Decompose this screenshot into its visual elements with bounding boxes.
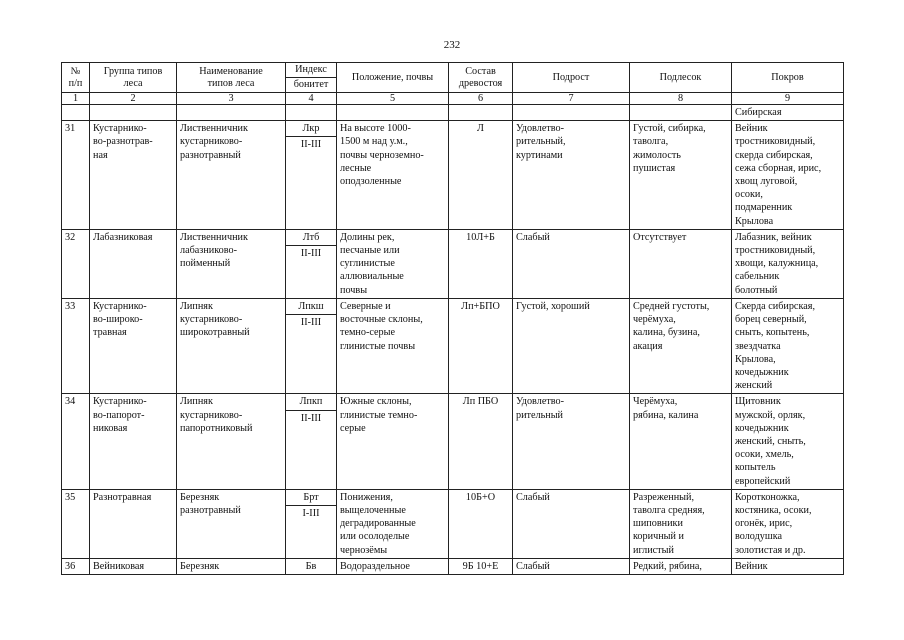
table-row [62, 121, 844, 137]
row-group: Лабазниковая [90, 229, 177, 298]
row-cover: Щитовник мужской, орляк, кочедыжник женский, сныть, осоки, хмель, копытель европейский [732, 394, 844, 489]
row-underbrush: Редкий, рябина, [630, 559, 732, 575]
row-index: Лкр [286, 121, 337, 137]
row-num: 33 [62, 299, 90, 394]
row-composition: 9Б 10+Е [449, 559, 513, 575]
row-bonitet: II-III [286, 246, 337, 299]
row-bonitet: I-III [286, 506, 337, 559]
row-bonitet: II-III [286, 137, 337, 229]
row-position: Понижения, выщелоченные деградированные или осолоделые чернозёмы [337, 489, 449, 558]
row-undergrowth: Удовлетво- рительный [513, 394, 630, 489]
page-number: 232 [443, 39, 461, 51]
row-position: Долины рек, песчаные или суглинистые аллювиальные почвы [337, 229, 449, 298]
column-number: 1 [62, 93, 90, 105]
carryover-cover: Сибирская [732, 105, 844, 121]
row-num: 31 [62, 121, 90, 230]
row-undergrowth: Слабый [513, 559, 630, 575]
row-underbrush: Густой, сибирка, таволга, жимолость пушистая [630, 121, 732, 230]
table-row [62, 299, 844, 315]
row-composition: 10Л+Б [449, 229, 513, 298]
row-cover: Вейник тростниковидный, скерда сибирская, сежа сборная, ирис, хвощ луговой, осоки, подмаренник Крылова [732, 121, 844, 230]
row-cover: Вейник [732, 559, 844, 575]
row-undergrowth: Слабый [513, 489, 630, 558]
column-number: 2 [90, 93, 177, 105]
row-group: Разнотравная [90, 489, 177, 558]
row-undergrowth: Слабый [513, 229, 630, 298]
row-name: Лиственничник лабазниково- пойменный [177, 229, 286, 298]
row-name: Липняк кустарниково- папоротниковый [177, 394, 286, 489]
table-row [62, 394, 844, 410]
row-num: 32 [62, 229, 90, 298]
row-underbrush: Черёмуха, рябина, калина [630, 394, 732, 489]
row-index: Лпкп [286, 394, 337, 410]
row-composition: Лп ПБО [449, 394, 513, 489]
row-bonitet: II-III [286, 410, 337, 489]
column-number: 6 [449, 93, 513, 105]
row-bonitet: II-III [286, 315, 337, 394]
column-number: 3 [177, 93, 286, 105]
table-row [62, 559, 844, 575]
row-composition: 10Б+О [449, 489, 513, 558]
row-underbrush: Разреженный, таволга средняя, шиповники коричный и иглистый [630, 489, 732, 558]
column-number: 5 [337, 93, 449, 105]
row-composition: Л [449, 121, 513, 230]
row-cover: Скерда сибирская, борец северный, сныть, копытень, звездчатка Крылова, кочедыжник женский [732, 299, 844, 394]
row-num: 34 [62, 394, 90, 489]
column-number: 8 [630, 93, 732, 105]
row-name: Березняк [177, 559, 286, 575]
header-position: Положение, почвы [337, 63, 449, 93]
header-index: Индекс [286, 63, 337, 78]
row-underbrush: Отсутствует [630, 229, 732, 298]
row-cover: Лабазник, вейник тростниковидный, хвощи, калужница, сабельник болотный [732, 229, 844, 298]
column-number: 4 [286, 93, 337, 105]
row-index: Лтб [286, 229, 337, 245]
row-cover: Коротконожка, костяника, осоки, огонёк, ирис, володушка золотистая и др. [732, 489, 844, 558]
row-group: Кустарнико- во-папорот- никовая [90, 394, 177, 489]
header-composition: Состав древостоя [449, 63, 513, 93]
row-position: Водораздельное [337, 559, 449, 575]
header-name: Наименование типов леса [177, 63, 286, 93]
column-number: 9 [732, 93, 844, 105]
row-index: Лпкш [286, 299, 337, 315]
row-index: Бв [286, 559, 337, 575]
row-group: Кустарнико- во-широко- травная [90, 299, 177, 394]
row-undergrowth: Удовлетво- рительный, куртинами [513, 121, 630, 230]
row-position: Северные и восточные склоны, темно-серые глинистые почвы [337, 299, 449, 394]
header-num: № п/п [62, 63, 90, 93]
row-composition: Лп+БПО [449, 299, 513, 394]
row-undergrowth: Густой, хороший [513, 299, 630, 394]
row-group: Кустарнико- во-разнотрав- ная [90, 121, 177, 230]
table-row [62, 489, 844, 505]
header-bonitet: бонитет [286, 78, 337, 93]
row-name: Липняк кустарниково- широкотравный [177, 299, 286, 394]
table-row [62, 229, 844, 245]
row-num: 36 [62, 559, 90, 575]
row-position: Южные склоны, глинистые темно- серые [337, 394, 449, 489]
row-underbrush: Средней густоты, черёмуха, калина, бузина, акация [630, 299, 732, 394]
header-group: Группа типов леса [90, 63, 177, 93]
row-name: Лиственничник кустарниково- разнотравный [177, 121, 286, 230]
row-position: На высоте 1000- 1500 м над у.м., почвы черноземно- лесные оподзоленные [337, 121, 449, 230]
header-underbrush: Подлесок [630, 63, 732, 93]
row-index: Брт [286, 489, 337, 505]
row-num: 35 [62, 489, 90, 558]
forest-types-table [61, 62, 844, 575]
header-cover: Покров [732, 63, 844, 93]
header-undergrowth: Подрост [513, 63, 630, 93]
row-name: Березняк разнотравный [177, 489, 286, 558]
row-group: Вейниковая [90, 559, 177, 575]
column-number: 7 [513, 93, 630, 105]
